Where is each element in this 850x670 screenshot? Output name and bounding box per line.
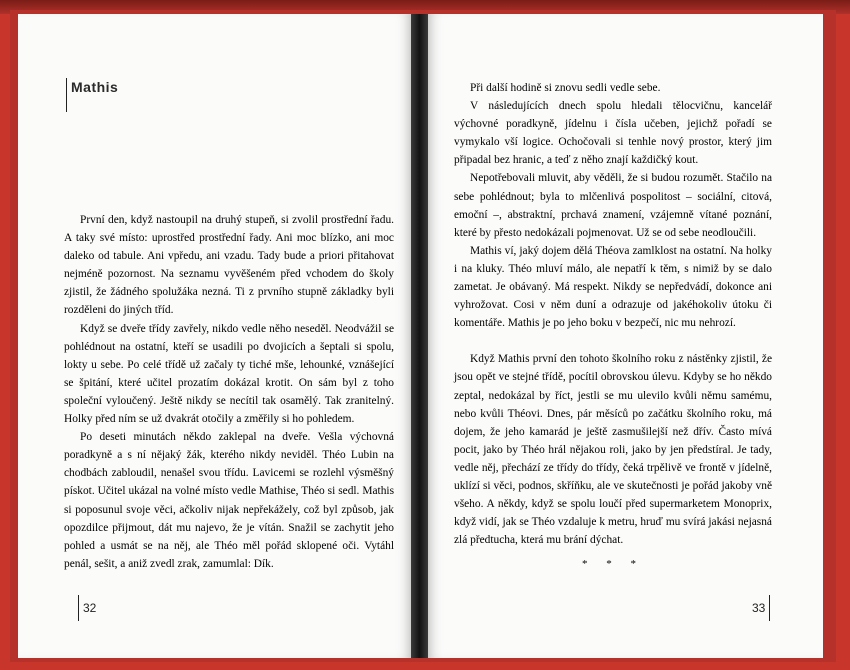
page-number-right: 33	[752, 595, 770, 621]
left-page-body	[64, 211, 394, 573]
paragraph: Při další hodině si znovu sedli vedle sebe.	[470, 82, 661, 94]
paragraph: Když Mathis první den tohoto školního roku z nástěnky zjistil, že jsou opět ve stejné třídě, pocítil obrovskou úlevu. Kdyby se ho někdo zeptal, nedokázal by říct, jestli se mu ulevilo kvůli němu samému, nebo kvůli Théovi. Dnes, pár měsíců po začátku školního roku, má dojem, že jeho kamarád je ještě zasmušilejší než dřív. Často mívá pocit, jako by Théo hrál nějakou roli, jako by jen předstíral. Je tady, vedle něj, přechází ze třídy do třídy, čeká trpělivě ve frontě v jídelně, uklízí si věci, podnos, skříňku, ale ve skutečnosti je pořád jakoby vně všeho. A někdy, když se spolu loučí před supermarketem Monoprix, když vidí, jak se Théo vzdaluje k metru, hruď mu svírá jakási nejasná zlá předtucha, která mu brání dýchat.	[454, 353, 772, 547]
paragraph: Po deseti minutách někdo zaklepal na dveře. Vešla výchovná poradkyně a s ní nějaký žák, kterého nikdy neviděl. Théo Lubin na chodbách zabloudil, nenašel svou třídu. Lavicemi se rozlehl výsměšný pískot. Učitel ukázal na volné místo vedle Mathise, Théo si sedl. Mathis si poposunul svoje věci, ačkoliv nijak nepřekážely, což byl způsob, jak opozdilce přijmout, dát mu najevo, že je vítán. Snažil se zachytit jeho pohled a usmát se na něj, ale Théo měl pořád sklopené oči. Vytáhl penál, sešit, a aniž zvedl zrak, zamumlal: Dík.	[64, 431, 394, 570]
paragraph: První den, když nastoupil na druhý stupeň, si zvolil prostřední řadu. A taky své místo: uprostřed prostřední řady. Ani moc blízko, ani moc daleko od tabule. Ani vpředu, ani vzadu. Tady bude a priori přitahovat nejméně pozornost. Na seznamu vyvěšeném před vchodem do školy zjistil, že žádného spolužáka nezná. Ti z prvního stupně základky byli rozděleni do jiných tříd.	[64, 214, 394, 317]
page-number-left: 32	[78, 595, 96, 621]
section-break: * * *	[582, 558, 644, 571]
chapter-title: Mathis	[66, 78, 118, 112]
paragraph: Nepotřebovali mluvit, aby věděli, že si budou rozumět. Stačilo na sebe pohlédnout; byla to mlčenlivá pospolitost – sociální, citová, emoční –, abstraktní, prchavá znamení, vzájemně vítané poznání, které by přesto nedokázali pojmenovat. Už se od sebe neodloučili.	[454, 172, 772, 239]
book-gutter	[411, 14, 428, 658]
paragraph: V následujících dnech spolu hledali tělocvičnu, kancelář výchovné poradkyně, jídelnu i čísla učeben, jejichž pořadí se vymykalo vší logice. Ochočovali si tenhle nový prostor, který jim připadal bez hranic, a teď z něho znají každičký kout.	[454, 100, 772, 167]
paragraph: Když se dveře třídy zavřely, nikdo vedle něho neseděl. Neodvážil se pohlédnout na ostatní, kteří se usadili po dvojicích a šeptali si spolu, lokty u sebe. Po celé třídě už začaly ty tiché mše, lehounké, vznášející se špitání, které učitel prozatím dokázal krotit. On sám byl z toho společní vyloučený. Ještě nikdy se necítil tak osamělý. Tak zranitelný. Holky před ním se už dvakrát otočily a změřily si ho pohledem.	[64, 322, 394, 426]
right-page-body	[454, 79, 772, 573]
paragraph: Mathis ví, jaký dojem dělá Théova zamlklost na ostatní. Na holky i na kluky. Théo mluví málo, ale nepatří k těm, s nimiž by se dalo zametat. Je obávaný. Má respekt. Nikdy se nepředvádí, dokonce ani vyhrožovat. Cosi v něm duní a odrazuje od jakéhokoliv útoku či komentáře. Mathis je po jeho boku v bezpečí, nic mu nehrozí.	[454, 244, 772, 330]
